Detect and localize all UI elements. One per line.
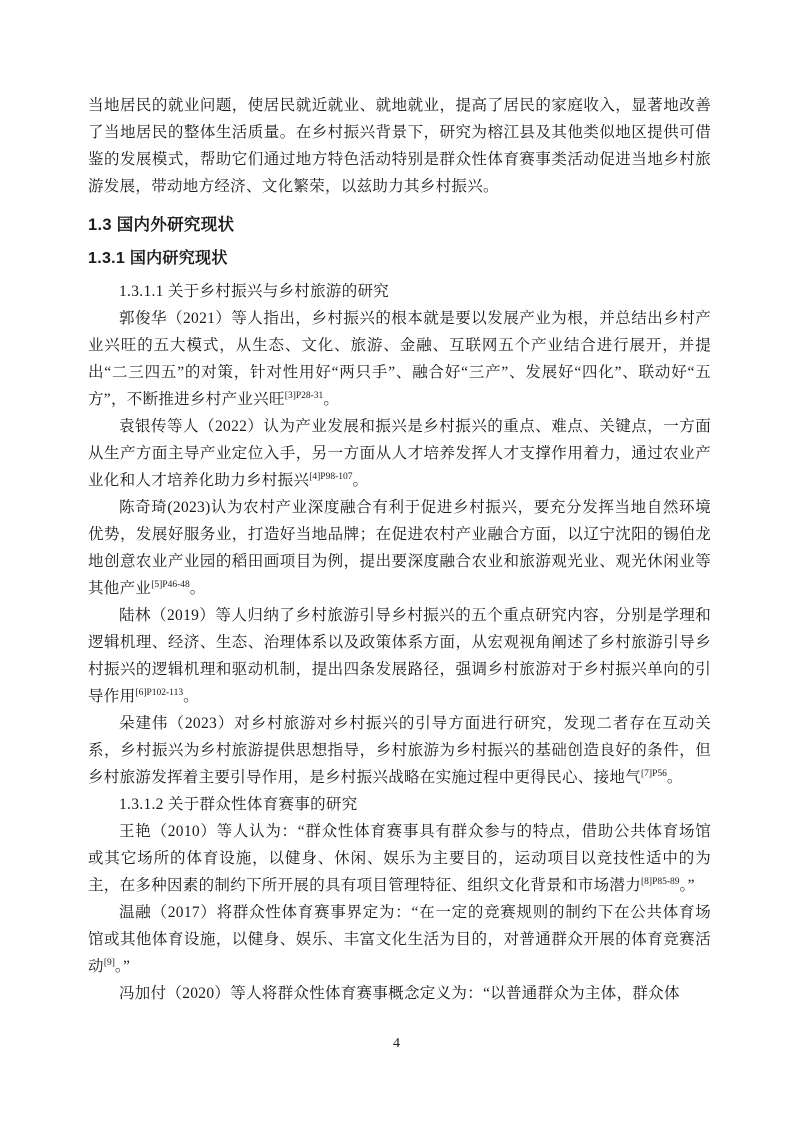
citation-tail: 。 (183, 688, 199, 705)
citation-tail: 。 (323, 391, 340, 408)
citation-text: 陈奇琦(2023)认为农村产业深度融合有利于促进乡村振兴，要充分发挥当地自然环境优势，发展好服务业，打造好当地品牌；在促进农村产业融合方面，以辽宁沈阳的锡伯龙地创意农业产业园的稻田画项目为例，提出要深度融合农业和旅游观光业、观光休闲业等其他产业 (88, 499, 711, 597)
subheading-1-3-1-2: 1.3.1.2 关于群众性体育赛事的研究 (119, 796, 358, 813)
paragraph-citation-duo (88, 710, 711, 791)
paragraph-citation-yuan (88, 413, 711, 494)
citation-ref: [3]P28-31 (284, 390, 324, 401)
paragraph-citation-lu (88, 602, 711, 710)
citation-text: 王艳（2010）等人认为：“群众性体育赛事具有群众参与的特点，借助公共体育场馆或其它场所的体育设施，以健身、休闲、娱乐为主要目的，运动项目以竞技性适中的为主，在多种因素的制约下所开展的具有项目管理特征、组织文化背景和市场潜力 (88, 823, 711, 894)
heading-1-3-1: 1.3.1 国内研究现状 (88, 250, 228, 267)
citation-tail: 。 (189, 580, 206, 597)
citation-tail: 。” (114, 958, 131, 975)
citation-text: 郭俊华（2021）等人指出，乡村振兴的根本就是要以发展产业为根，并总结出乡村产业兴旺的五大模式，从生态、文化、旅游、金融、互联网五个产业结合进行展开，并提出“二三四五”的对策，针对性用好“两只手”、融合好“三产”、发展好“四化”、联动好“五方”，不断推进乡村产业兴旺 (88, 310, 711, 408)
paragraph-citation-feng (88, 980, 711, 1007)
paragraph-citation-guo (88, 305, 711, 413)
citation-tail: 。 (352, 472, 369, 489)
paragraph-citation-chen (88, 494, 711, 602)
citation-ref: [9] (103, 957, 115, 968)
page-number: 4 (393, 1036, 400, 1051)
citation-ref: [5]P46-48 (151, 579, 190, 590)
citation-text: 温融（2017）将群众性体育赛事界定为：“在一定的竞赛规则的制约下在公共体育场馆或其他体育设施，以健身、娱乐、丰富文化生活为目的，对普通群众开展的体育竞赛活动 (88, 904, 711, 975)
citation-tail: 。” (679, 877, 695, 894)
subheading-1-3-1-1: 1.3.1.1 关于乡村振兴与乡村旅游的研究 (119, 283, 390, 300)
paragraph-citation-wang (88, 818, 711, 899)
citation-ref: [6]P102-113 (135, 687, 184, 698)
citation-text: 冯加付（2020）等人将群众性体育赛事概念定义为：“以普通群众为主体，群众体 (119, 985, 680, 1002)
page-content (88, 92, 711, 1007)
heading-1-3: 1.3 国内外研究现状 (88, 216, 235, 234)
citation-ref: [4]P98-107 (309, 471, 353, 482)
citation-ref: [8]P85-89 (641, 876, 680, 887)
citation-text: 朵建伟（2023）对乡村旅游对乡村振兴的引导方面进行研究，发现二者存在互动关系，乡村振兴为乡村旅游提供思想指导，乡村旅游为乡村振兴的基础创造良好的条件，但乡村旅游发挥着主要引导作用，是乡村振兴战略在实施过程中更得民心、接地气 (88, 715, 711, 786)
citation-ref: [7]P56 (641, 768, 667, 779)
paragraph-citation-wen (88, 899, 711, 980)
citation-tail: 。 (666, 769, 683, 786)
paragraph-intro: 当地居民的就业问题，使居民就近就业、就地就业，提高了居民的家庭收入，显著地改善了当地居民的整体生活质量。在乡村振兴背景下，研究为榕江县及其他类似地区提供可借鉴的发展模式，帮助它们通过地方特色活动特别是群众性体育赛事类活动促进当地乡村旅游发展，带动地方经济、文化繁荣，以兹助力其乡村振兴。 (88, 97, 711, 195)
citation-text: 袁银传等人（2022）认为产业发展和振兴是乡村振兴的重点、难点、关键点，一方面从生产方面主导产业定位入手，另一方面从人才培养发挥人才支撑作用着力，通过农业产业化和人才培养化助力乡村振兴 (88, 418, 711, 489)
citation-text: 陆林（2019）等人归纳了乡村旅游引导乡村振兴的五个重点研究内容，分别是学理和逻辑机理、经济、生态、治理体系以及政策体系方面，从宏观视角阐述了乡村旅游引导乡村振兴的逻辑机理和驱动机制，提出四条发展路径，强调乡村旅游对于乡村振兴单向的引导作用 (88, 607, 711, 705)
